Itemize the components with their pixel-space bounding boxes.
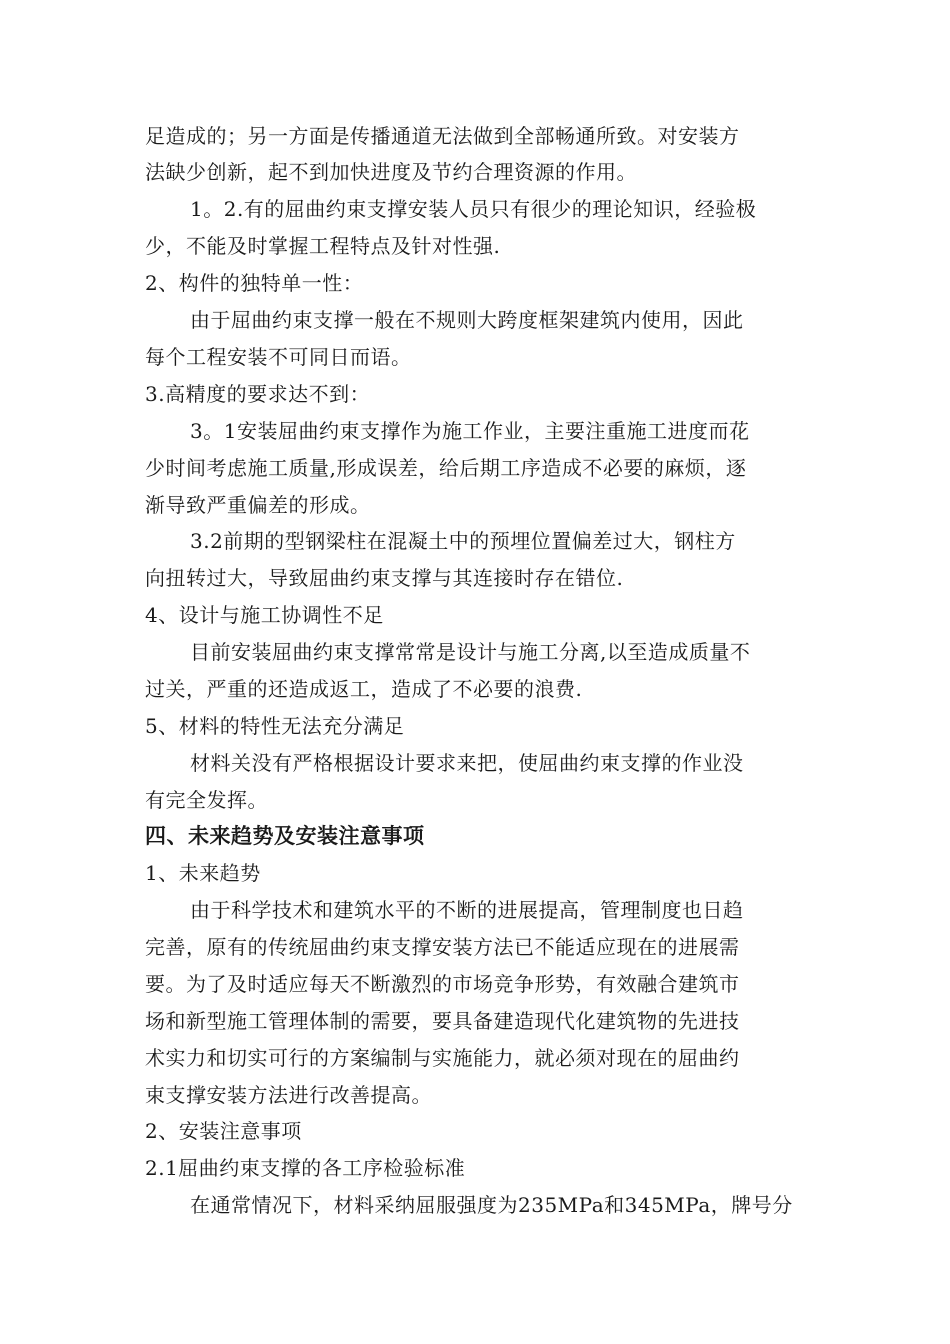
text-line: 每个工程安装不可同日而语。 bbox=[145, 345, 412, 369]
section-heading: 1、未来趋势 bbox=[145, 861, 261, 885]
text-line: 由于科学技术和建筑水平的不断的进展提高，管理制度也日趋 bbox=[190, 898, 744, 922]
text-line: 3。1安装屈曲约束支撑作为施工作业，主要注重施工进度而花 bbox=[190, 419, 750, 443]
section-heading: 2、安装注意事项 bbox=[145, 1119, 302, 1143]
text-line: 过关，严重的还造成返工，造成了不必要的浪费. bbox=[145, 677, 583, 701]
text-line: 法缺少创新，起不到加快进度及节约合理资源的作用。 bbox=[145, 160, 637, 184]
text-line: 目前安装屈曲约束支撑常常是设计与施工分离,以至造成质量不 bbox=[190, 640, 751, 664]
text-line: 术实力和切实可行的方案编制与实施能力，就必须对现在的屈曲约 bbox=[145, 1046, 740, 1070]
section-heading: 4、设计与施工协调性不足 bbox=[145, 603, 384, 627]
text-line: 在通常情况下，材料采纳屈服强度为235MPa和345MPa，牌号分 bbox=[190, 1193, 793, 1217]
text-line: 要。为了及时适应每天不断激烈的市场竞争形势，有效融合建筑市 bbox=[145, 972, 740, 996]
section-heading: 5、材料的特性无法充分满足 bbox=[145, 714, 405, 738]
section-heading: 3.高精度的要求达不到： bbox=[145, 382, 371, 406]
subsection-heading: 2.1屈曲约束支撑的各工序检验标准 bbox=[145, 1156, 466, 1180]
text-line: 完善，原有的传统屈曲约束支撑安装方法已不能适应现在的进展需 bbox=[145, 935, 740, 959]
text-line: 渐导致严重偏差的形成。 bbox=[145, 493, 371, 517]
text-line: 场和新型施工管理体制的需要，要具备建造现代化建筑物的先进技 bbox=[145, 1009, 740, 1033]
chapter-heading: 四、未来趋势及安装注意事项 bbox=[145, 823, 425, 848]
text-line: 1。2.有的屈曲约束支撑安装人员只有很少的理论知识，经验极 bbox=[190, 197, 757, 221]
text-line: 少时间考虑施工质量,形成误差，给后期工序造成不必要的麻烦，逐 bbox=[145, 456, 747, 480]
text-line: 3.2前期的型钢梁柱在混凝土中的预埋位置偏差过大，钢柱方 bbox=[190, 529, 736, 553]
text-line: 向扭转过大，导致屈曲约束支撑与其连接时存在错位. bbox=[145, 566, 624, 590]
text-line: 有完全发挥。 bbox=[145, 788, 268, 812]
text-line: 足造成的；另一方面是传播通道无法做到全部畅通所致。对安装方 bbox=[145, 124, 740, 148]
text-line: 由于屈曲约束支撑一般在不规则大跨度框架建筑内使用，因此 bbox=[190, 308, 744, 332]
text-line: 束支撑安装方法进行改善提高。 bbox=[145, 1083, 432, 1107]
text-line: 材料关没有严格根据设计要求来把，使屈曲约束支撑的作业没 bbox=[190, 751, 744, 775]
text-line: 少，不能及时掌握工程特点及针对性强. bbox=[145, 234, 501, 258]
section-heading: 2、构件的独特单一性： bbox=[145, 271, 364, 295]
